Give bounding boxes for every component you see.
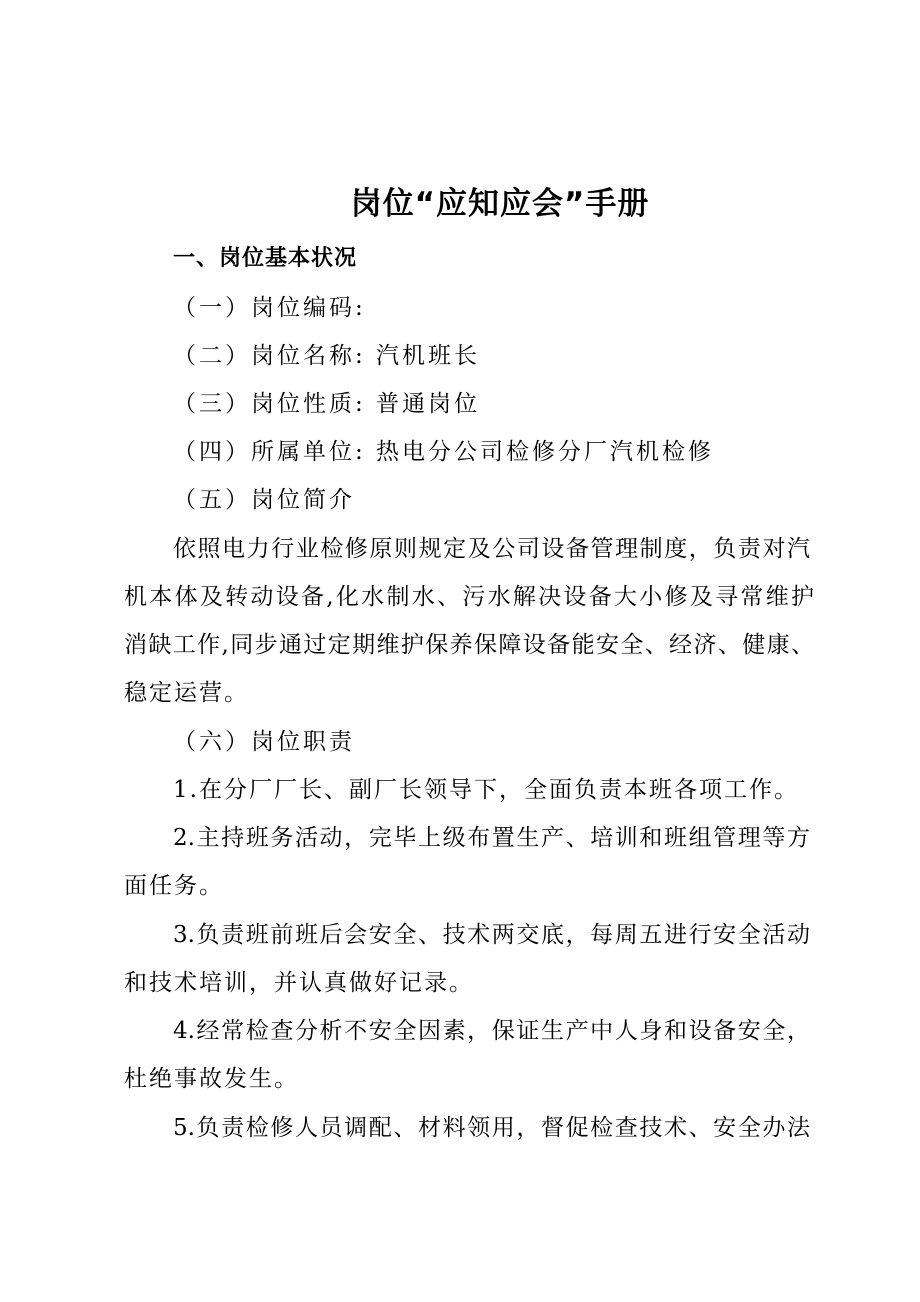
document-title: 岗位“应知应会”手册: [350, 186, 650, 222]
section-heading: 一、岗位基本状况: [173, 246, 358, 271]
duties-heading: （六）岗位职责: [173, 729, 355, 755]
intro-line-2: 机本体及转动设备,化水制水、污水解决设备大小修及寻常维护: [124, 584, 814, 610]
duty-line-7: 杜绝事故发生。: [124, 1066, 299, 1092]
duty-line-1: 1.在分厂厂长、副厂长领导下，全面负责本班各项工作。: [173, 777, 799, 803]
intro-line-1: 依照电力行业检修原则规定及公司设备管理制度，负责对汽: [173, 536, 810, 562]
duty-line-3: 面任务。: [124, 873, 224, 899]
duty-line-5: 和技术培训，并认真做好记录。: [124, 970, 474, 996]
intro-line-4: 稳定运营。: [124, 680, 249, 706]
duty-line-8: 5.负责检修人员调配、材料领用，督促检查技术、安全办法: [173, 1115, 810, 1141]
item-position-nature: （三）岗位性质: 普通岗位: [173, 391, 481, 417]
item-department: （四）所属单位: 热电分公司检修分厂汽机检修: [173, 439, 715, 465]
duty-line-2: 2.主持班务活动，完毕上级布置生产、培训和班组管理等方: [173, 825, 810, 851]
item-position-intro-heading: （五）岗位简介: [173, 487, 355, 513]
duty-line-6: 4.经常检查分析不安全因素，保证生产中人身和设备安全，: [173, 1018, 810, 1044]
duty-line-4: 3.负责班前班后会安全、技术两交底，每周五进行安全活动: [173, 922, 810, 948]
item-position-name: （二）岗位名称: 汽机班长: [173, 343, 481, 369]
intro-line-3: 消缺工作,同步通过定期维护保养保障设备能安全、经济、健康、: [124, 632, 814, 658]
item-position-code: （一）岗位编码:: [173, 295, 366, 321]
